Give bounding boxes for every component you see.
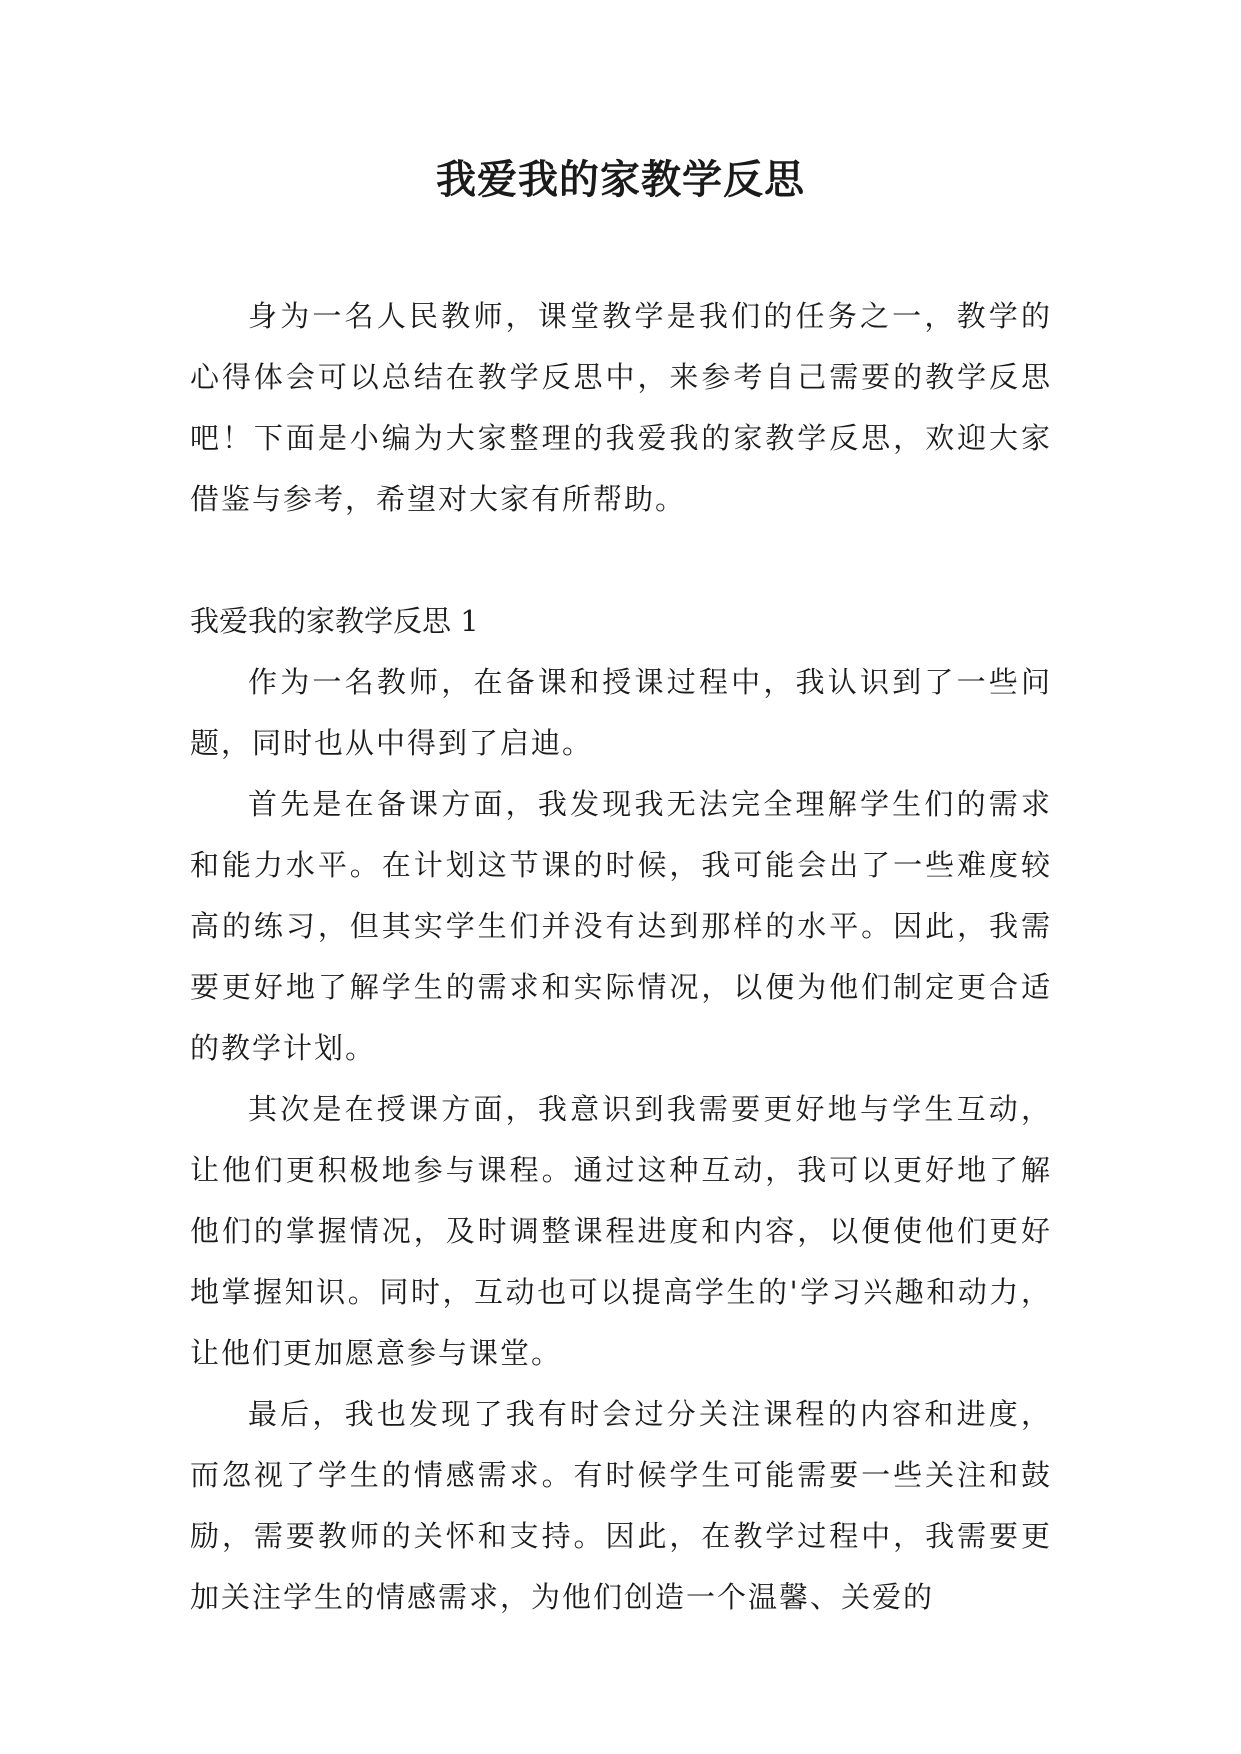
document-body [190, 286, 1052, 1628]
body-paragraph: 最后，我也发现了我有时会过分关注课程的内容和进度，而忽视了学生的情感需求。有时候学生可能需要一些关注和鼓励，需要教师的关怀和支持。因此，在教学过程中，我需要更加关注学生的情感需求，为他们创造一个温馨、关爱的 [190, 1397, 1052, 1614]
document-title: 我爱我的家教学反思 [436, 156, 805, 203]
body-paragraph: 作为一名教师，在备课和授课过程中，我认识到了一些问题，同时也从中得到了启迪。 [190, 665, 1052, 760]
body-paragraph: 其次是在授课方面，我意识到我需要更好地与学生互动，让他们更积极地参与课程。通过这种互动，我可以更好地了解他们的掌握情况，及时调整课程进度和内容，以便使他们更好地掌握知识。同时，互动也可以提高学生的'学习兴趣和动力，让他们更加愿意参与课堂。 [190, 1092, 1052, 1370]
intro-paragraph: 身为一名人民教师，课堂教学是我们的任务之一，教学的心得体会可以总结在教学反思中，来参考自己需要的教学反思吧！下面是小编为大家整理的我爱我的家教学反思，欢迎大家借鉴与参考，希望对大家有所帮助。 [190, 299, 1052, 516]
section-heading: 我爱我的家教学反思 1 [190, 604, 479, 638]
body-paragraph: 首先是在备课方面，我发现我无法完全理解学生们的需求和能力水平。在计划这节课的时候，我可能会出了一些难度较高的练习，但其实学生们并没有达到那样的水平。因此，我需要更好地了解学生的需求和实际情况，以便为他们制定更合适的教学计划。 [190, 787, 1052, 1065]
